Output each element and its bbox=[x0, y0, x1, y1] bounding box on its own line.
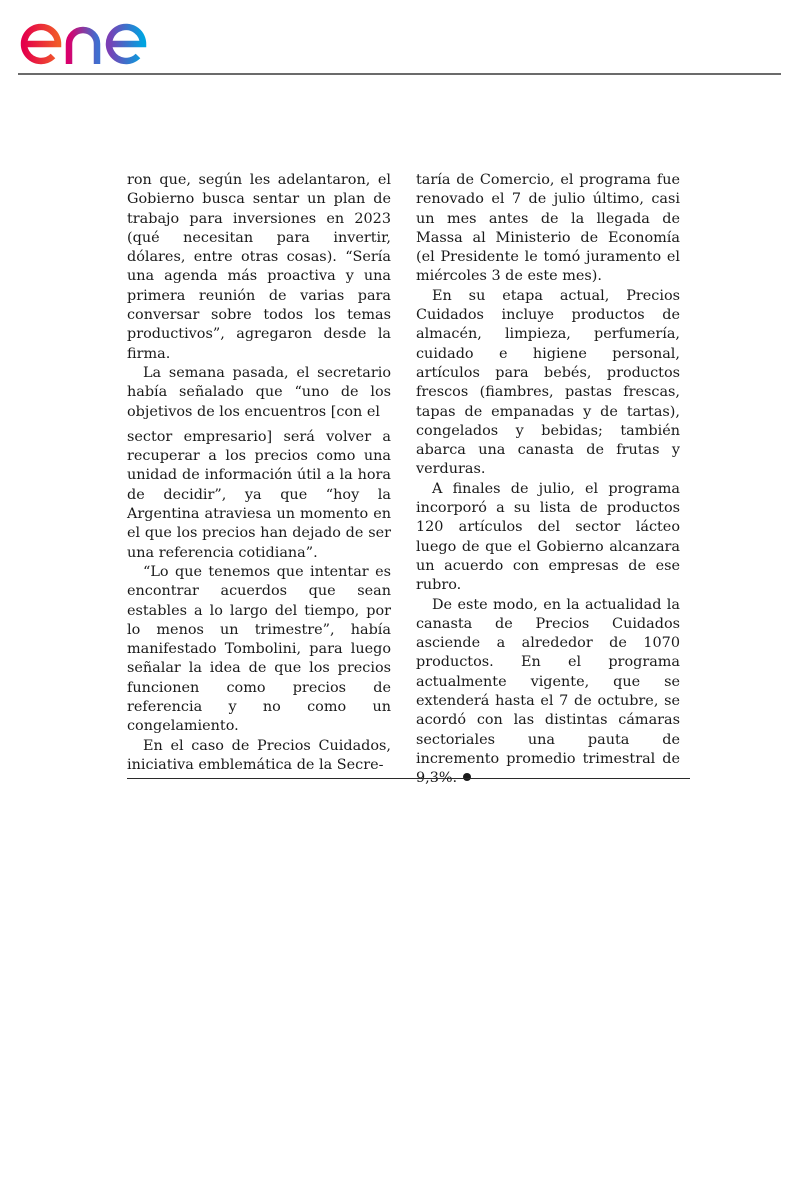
paragraph: sector empresario] será volver a recuperar a los precios como una unidad de información útil a la hora de decidir”, ya que “hoy la Argentina atraviesa un momento en el que los precios han dejado de ser una referencia cotidiana”. bbox=[127, 428, 391, 561]
header-divider bbox=[18, 73, 781, 75]
article-end-rule bbox=[127, 778, 690, 779]
enel-logo bbox=[18, 6, 178, 68]
paragraph: ron que, según les adelantaron, el Gobierno busca sentar un plan de trabajo para inversiones en 2023 (qué necesitan para invertir, dólares, entre otras cosas). “Sería una agenda más proactiva y una primera reunión de varias para conversar sobre todos los temas productivos”, agregaron desde la firma. bbox=[127, 172, 391, 362]
article-column-right bbox=[416, 171, 680, 789]
paragraph: “Lo que tenemos que intentar es encontrar acuerdos que sean estables a lo largo del tiempo, por lo menos un trimestre”, había manifestado Tombolini, para luego señalar la idea de que los precios funcionen como precios de referencia y no como un congelamiento. bbox=[127, 563, 391, 735]
paragraph: La semana pasada, el secretario había señalado que “uno de los objetivos de los encuentros [con el bbox=[127, 364, 391, 420]
paragraph-final: De este modo, en la actualidad la canasta de Precios Cuidados asciende a alrededor de 1070 productos. En el programa actualmente vigente, que se extenderá hasta el 7 de octubre, se acordó con las distintas cámaras sectoriales una pauta de incremento promedio trimestral de 9,3%. bbox=[416, 596, 680, 789]
paragraph: En su etapa actual, Precios Cuidados incluye productos de almacén, limpieza, perfumería, cuidado e higiene personal, artículos para bebés, productos frescos (fiambres, pastas frescas, tapas de empanadas y de tartas), congelados y bebidas; también abarca una canasta de frutas y verduras. bbox=[416, 287, 680, 478]
paragraph: taría de Comercio, el programa fue renovado el 7 de julio último, casi un mes antes de la llegada de Massa al Ministerio de Economía (el Presidente le tomó juramento el miércoles 3 de este mes). bbox=[416, 172, 680, 285]
paragraph: A finales de julio, el programa incorporó a su lista de productos 120 artículos del sector lácteo luego de que el Gobierno alcanzara un acuerdo con empresas de ese rubro. bbox=[416, 480, 680, 594]
article-column-left bbox=[127, 171, 391, 775]
paragraph: En el caso de Precios Cuidados, iniciativa emblemática de la Secre- bbox=[127, 737, 391, 773]
